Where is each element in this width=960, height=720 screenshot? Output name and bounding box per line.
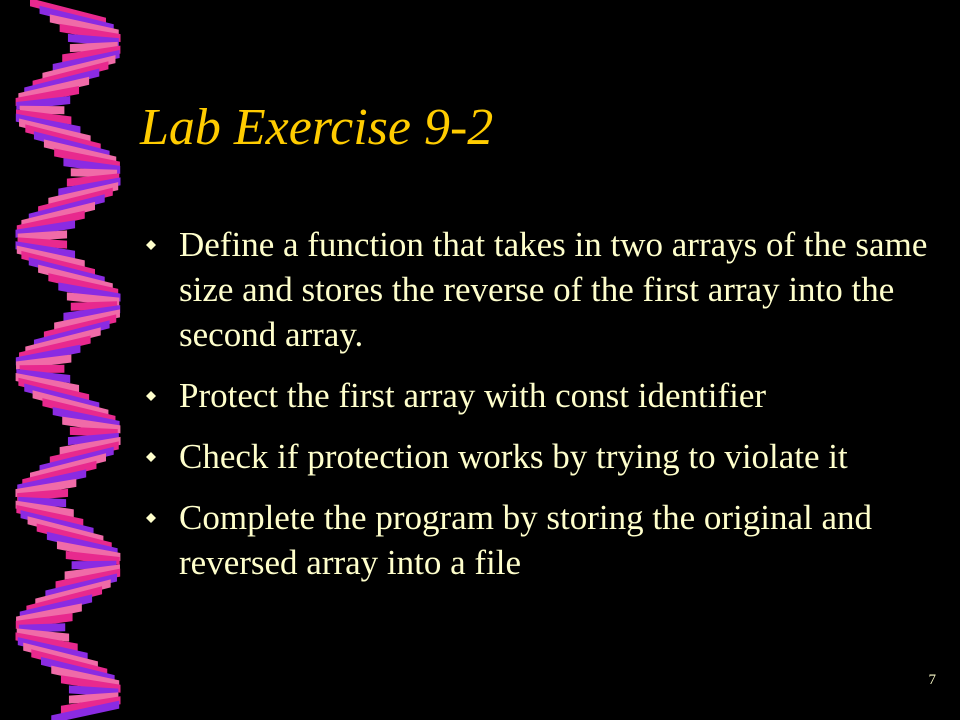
page-number: 7 xyxy=(928,672,936,688)
bullet-item xyxy=(146,222,946,357)
diamond-bullet-icon xyxy=(146,391,156,401)
bullet-list xyxy=(146,222,946,601)
bullet-text: Complete the program by storing the original and reversed array into a file xyxy=(179,498,873,582)
diamond-bullet-icon xyxy=(146,513,156,523)
wavy-ribbon-icon xyxy=(0,0,140,720)
bullet-text: Protect the first array with const identifier xyxy=(179,376,767,415)
bullet-item xyxy=(146,495,946,585)
bullet-item xyxy=(146,434,946,479)
bullet-item xyxy=(146,373,946,418)
slide-title: Lab Exercise 9-2 xyxy=(140,99,494,156)
bullet-text: Define a function that takes in two arrays of the same size and stores the reverse of the first array into the second array. xyxy=(179,225,928,354)
diamond-bullet-icon xyxy=(146,452,156,462)
diamond-bullet-icon xyxy=(146,240,156,250)
bullet-text: Check if protection works by trying to violate it xyxy=(179,437,848,476)
